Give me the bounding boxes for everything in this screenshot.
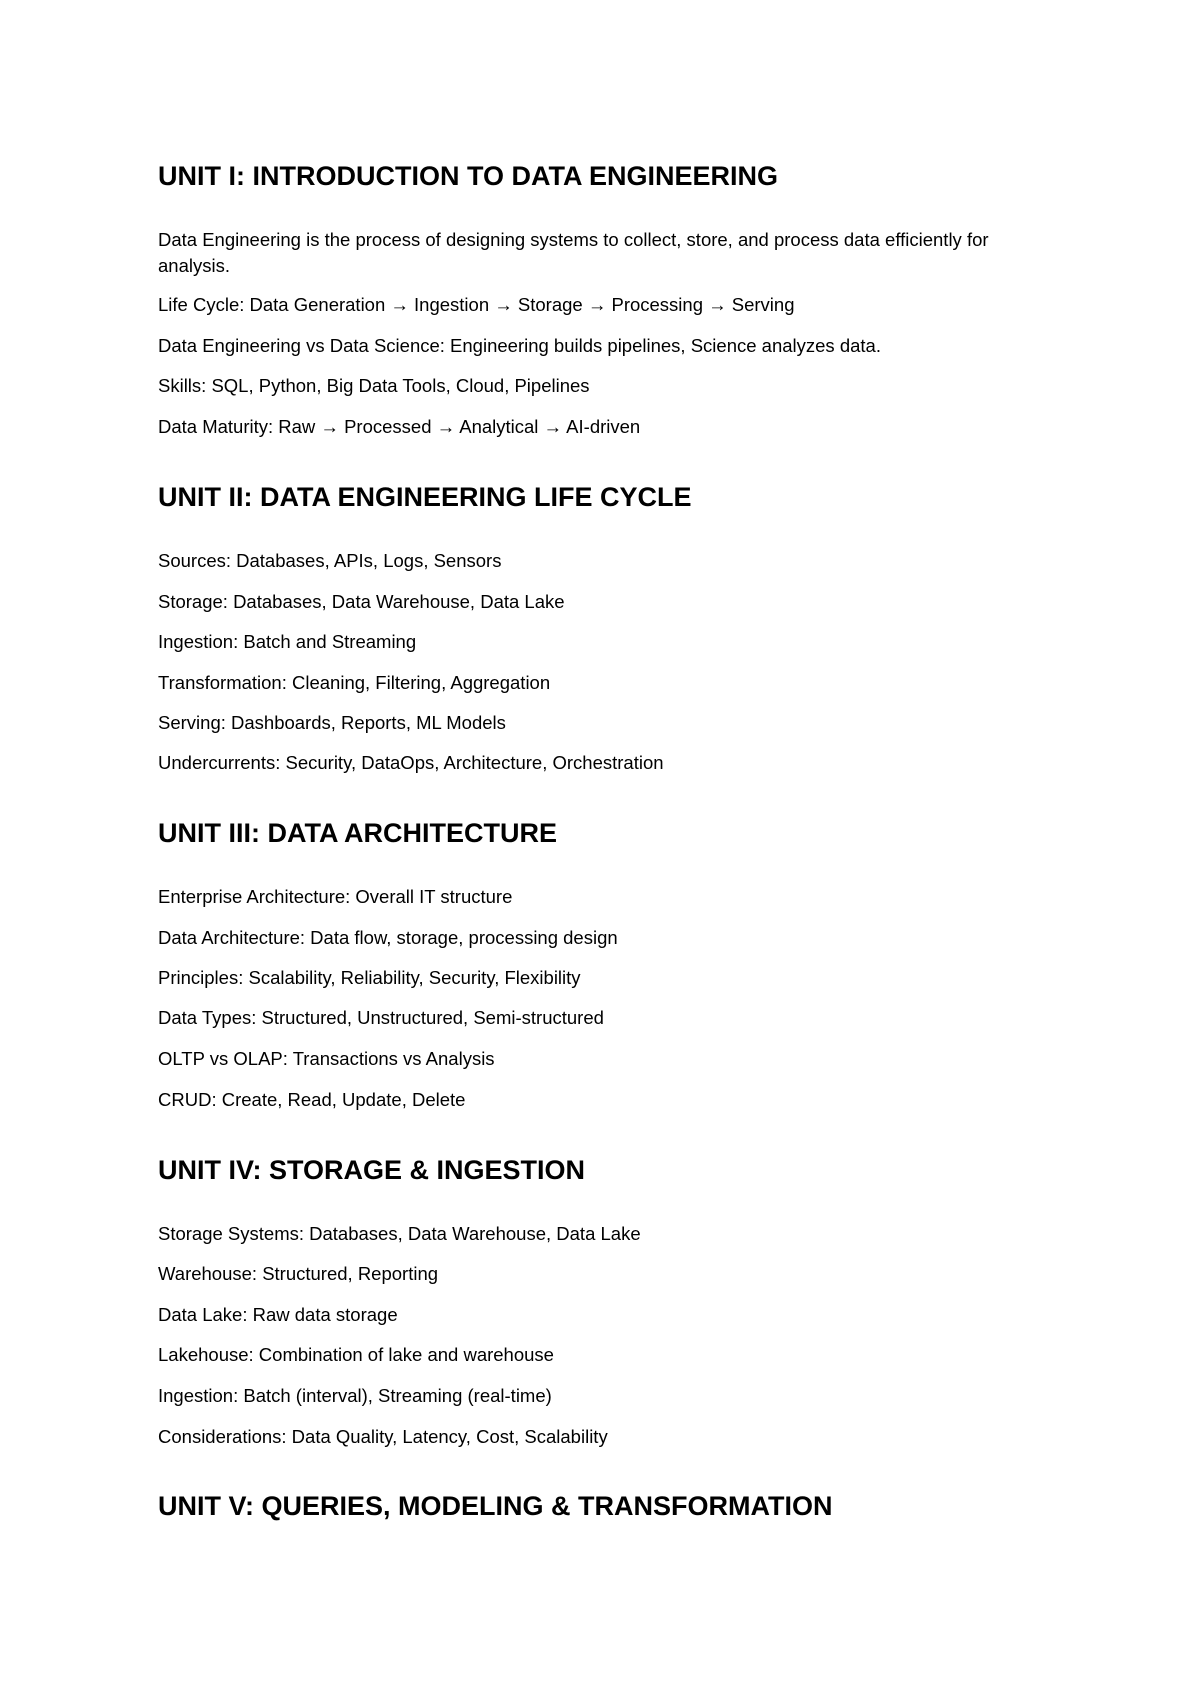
- unit-2-heading: UNIT II: DATA ENGINEERING LIFE CYCLE: [158, 482, 692, 512]
- unit-1-intro-paragraph: Data Engineering is the process of designing systems to collect, store, and process data efficiently for analysis.: [158, 229, 989, 276]
- unit-1-item-4: Data Maturity: Raw → Processed → Analytical → AI-driven: [158, 416, 641, 437]
- unit-4-item-2: Warehouse: Structured, Reporting: [158, 1263, 439, 1284]
- unit-2-item-2: Storage: Databases, Data Warehouse, Data Lake: [158, 591, 565, 612]
- unit-3-item-3: Principles: Scalability, Reliability, Security, Flexibility: [158, 967, 581, 988]
- unit-4-item-4: Lakehouse: Combination of lake and warehouse: [158, 1344, 554, 1365]
- unit-3-item-6: CRUD: Create, Read, Update, Delete: [158, 1089, 466, 1110]
- unit-2-item-5: Serving: Dashboards, Reports, ML Models: [158, 712, 506, 733]
- unit-3-item-5: OLTP vs OLAP: Transactions vs Analysis: [158, 1048, 495, 1069]
- unit-4-item-5: Ingestion: Batch (interval), Streaming (real-time): [158, 1385, 552, 1406]
- unit-2-item-4: Transformation: Cleaning, Filtering, Aggregation: [158, 672, 551, 693]
- unit-4-item-3: Data Lake: Raw data storage: [158, 1304, 398, 1325]
- unit-1-item-2: Data Engineering vs Data Science: Engineering builds pipelines, Science analyzes data.: [158, 335, 881, 356]
- unit-2-item-6: Undercurrents: Security, DataOps, Architecture, Orchestration: [158, 752, 664, 773]
- unit-1-item-1: Life Cycle: Data Generation → Ingestion → Storage → Processing → Serving: [158, 294, 795, 315]
- unit-3-heading: UNIT III: DATA ARCHITECTURE: [158, 818, 557, 848]
- unit-5-heading: UNIT V: QUERIES, MODELING & TRANSFORMATION: [158, 1491, 833, 1521]
- unit-1-item-3: Skills: SQL, Python, Big Data Tools, Cloud, Pipelines: [158, 375, 590, 396]
- unit-4-item-6: Considerations: Data Quality, Latency, Cost, Scalability: [158, 1426, 608, 1447]
- unit-2-item-3: Ingestion: Batch and Streaming: [158, 631, 417, 652]
- unit-3-item-1: Enterprise Architecture: Overall IT structure: [158, 886, 513, 907]
- unit-4-item-1: Storage Systems: Databases, Data Warehouse, Data Lake: [158, 1223, 641, 1244]
- unit-1-heading: UNIT I: INTRODUCTION TO DATA ENGINEERING: [158, 161, 778, 191]
- unit-4-heading: UNIT IV: STORAGE & INGESTION: [158, 1155, 586, 1185]
- unit-3-item-4: Data Types: Structured, Unstructured, Semi-structured: [158, 1007, 604, 1028]
- unit-2-item-1: Sources: Databases, APIs, Logs, Sensors: [158, 550, 502, 571]
- unit-3-item-2: Data Architecture: Data flow, storage, processing design: [158, 927, 618, 948]
